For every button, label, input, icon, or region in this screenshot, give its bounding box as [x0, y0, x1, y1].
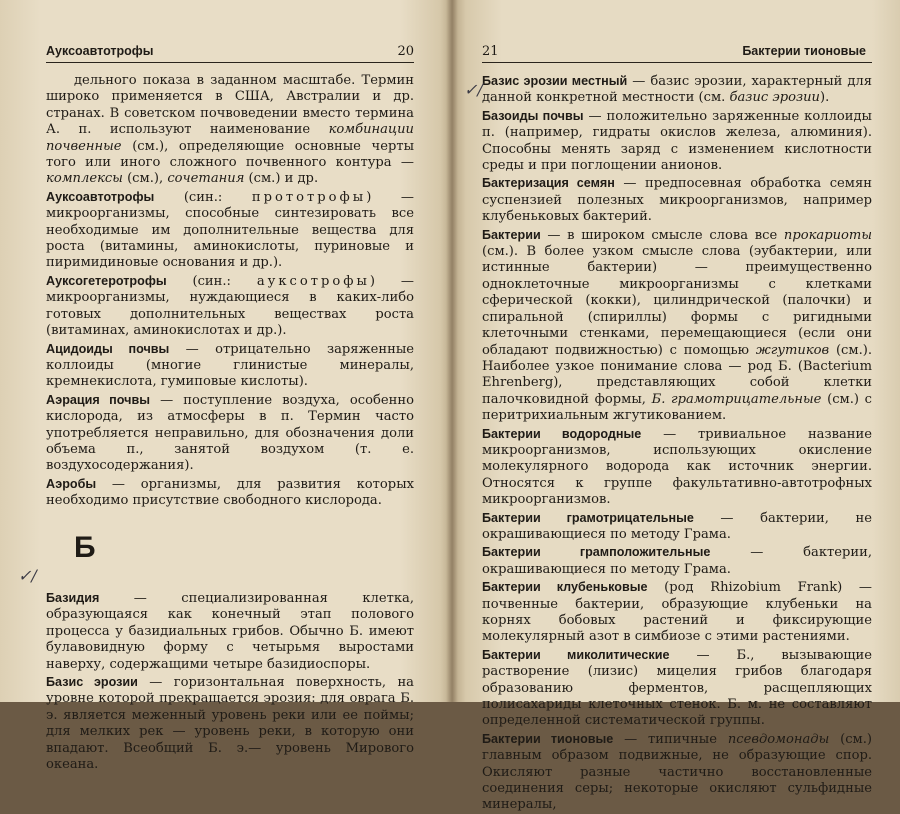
entry-term: Бактерии миколитические — [482, 647, 670, 662]
entry-term: Базоиды почвы — [482, 108, 584, 123]
entry-text: — поступление воздуха, особенно кислорода, из атмосферы в п. Термин часто употребляется неправильно, для обозначения доли объема п., занятой воздухом (т. е. воздухосодержания). — [46, 392, 414, 474]
entry-ital: прокариоты — [783, 227, 872, 243]
entry-term: Базидия — [46, 590, 100, 605]
right-head-title: Бактерии тионовые — [742, 44, 866, 58]
right-text — [482, 73, 872, 814]
continued-paragraph — [46, 73, 414, 188]
pencil-check-mark: ✓/ — [464, 80, 483, 99]
entry-aeratsiya — [46, 392, 414, 475]
entry-aeroby — [46, 476, 414, 510]
entry-term: Ацидоиды почвы — [46, 341, 170, 356]
section-letter: Б — [74, 530, 96, 564]
entry-bakterii — [482, 227, 872, 425]
entry-text: — положительно заряженные коллоиды п. (например, гидраты окислов железа, алюминия). Способны менять заряд с изменением кислотности среды и при поглощении анионов. — [482, 108, 872, 174]
pencil-check-mark: ✓/ — [18, 566, 37, 585]
entry-tail: (см.) с перитрихиальным жгутикованием. — [482, 391, 872, 424]
entry-text: ) — микроорганизмы, способные синтезировать все необходимые им дополнительные вещества для роста (витамины, аминокислоты, пуриновые и пиримидиновые основания и др.). — [46, 189, 414, 271]
cont-mid2: (см.), — [127, 171, 164, 187]
entry-synonym: прототрофы — [251, 189, 367, 205]
cont-text: дельного показа в заданном масштабе. Термин широко применяется в США, Австралии и др. странах. В советском почвоведении вместо термина А. п. используют наименование — [46, 73, 414, 138]
entry-text: — в широком смысле слова все — [547, 227, 778, 243]
entry-bakterii-vodorodnye — [482, 426, 872, 509]
entry-term: Базис эрозии местный — [482, 74, 628, 88]
cont-ital-2: комплексы — [46, 171, 123, 187]
entry-text: — бактерии, не окрашивающиеся по методу Грама. — [482, 510, 872, 542]
entry-ital: Б. грамотрицательные — [651, 391, 822, 407]
entry-term: Бактерии грамотрицательные — [482, 510, 694, 525]
entry-text: — тривиальное название микроорганизмов, использующих окисление молекулярного водорода как источник энергии. Относятся к группе факультативно-автотрофных микроорганизмов. — [482, 426, 872, 508]
entry-text: (род Rhizobium Frank) — почвенные бактерии, образующие клубеньки на корнях бобовых растений и фиксирующие молекулярный азот в симбиозе с этими растениями. — [482, 580, 872, 645]
entry-bakterii-grampolozhitelnye — [482, 544, 872, 578]
entry-synonym: ауксотрофы — [256, 273, 370, 289]
entry-term: Аэрация почвы — [46, 392, 150, 407]
entry-text: — типичные — [624, 731, 717, 747]
left-running-head — [46, 44, 414, 63]
entry-atsidoidy — [46, 341, 414, 391]
cont-end: (см.) и др. — [248, 171, 319, 187]
entry-ital: псевдомонады — [727, 731, 830, 747]
left-page-number: 20 — [397, 44, 414, 59]
entry-text: — организмы, для развития которых необходимо присутствие свободного кислорода. — [46, 476, 414, 509]
cont-ital-1: комбинации почвенные — [46, 122, 414, 154]
entry-tail: (см.). В более узком смысле слова (эубактерии, или истинные бактерии) — преимущественно одноклеточные микроорганизмы с клетками сферической (кокки), цилиндрической (палочки) и спиральной (спириллы) формы с ригидными клеточными стенками, перемещающиеся (если они обладают подвижностью) с помощью — [482, 244, 872, 358]
left-text — [46, 73, 414, 773]
entry-bazidiya — [46, 590, 414, 673]
entry-bazoidy — [482, 108, 872, 175]
entry-bakterii-tionovye — [482, 731, 872, 814]
entry-term: Бактерии — [482, 227, 541, 242]
entry-text: — специализированная клетка, образующаяся как конечный этап полового процесса у базидиальных грибов. Обычно Б. имеют булавовидную форму с четырьмя выростами наверху, содержащими четыре базидиоспоры. — [46, 590, 414, 672]
entry-term: Ауксоавтотрофы — [46, 189, 155, 204]
entry-bakterii-mikoliticheskie — [482, 647, 872, 730]
entry-text: — отрицательно заряженные коллоиды (многие глинистые минералы, кремнекислота, гумиповые кислоты). — [46, 341, 414, 390]
entry-term: Ауксогетеротрофы — [46, 273, 167, 288]
entry-term: Бактерии водородные — [482, 426, 642, 441]
entry-ital: базис эрозии — [729, 90, 820, 106]
book-gutter — [446, 0, 458, 702]
left-page — [0, 0, 452, 773]
entry-tail: (см.) главным образом подвижные, не образующие спор. Окисляют разные частично восстановленные соединения серы; некоторые окисляют сульфидные минералы, — [482, 731, 872, 813]
entry-bazis-erozii-mestnyi — [482, 73, 872, 107]
right-page-number: 21 — [482, 44, 499, 59]
entry-term: Базис эрозии — [46, 675, 138, 689]
left-head-title: Ауксоавтотрофы — [46, 44, 154, 58]
entry-term: Аэробы — [46, 476, 97, 491]
entry-term: Бактеризация семян — [482, 176, 615, 191]
entry-pre: (син.: — [192, 273, 231, 289]
entry-bakterii-klubenkovye — [482, 579, 872, 646]
entry-text: — предпосевная обработка семян суспензией полезных микроорганизмов, например клубеньковых бактерий. — [482, 176, 872, 225]
entry-pre: (син.: — [183, 189, 223, 205]
entry-term: Бактерии клубеньковые — [482, 580, 648, 595]
cont-ital-3: сочетания — [167, 171, 245, 187]
entry-bazis-erozii — [46, 674, 414, 773]
entry-auksoavtotrofy — [46, 189, 414, 272]
entry-text: — горизонтальная поверхность, на уровне которой прекращается эрозия: для оврага Б. э. является меженный уровень реки или ее поймы; для мелких рек — уровень реки, в которую они впадают. Всеобщий Б. э.— уровень Мирового океана. — [46, 675, 414, 773]
entry-text: — базис эрозии, характерный для данной конкретной местности (см. — [482, 74, 872, 106]
entry-term: Бактерии грамположительные — [482, 545, 711, 560]
entry-auksogeterotrofy — [46, 273, 414, 340]
entry-bakterizatsiya — [482, 175, 872, 225]
entry-ital: жгутиков — [755, 342, 830, 358]
entry-text: — Б., вызывающие растворение (лизис) мицелия грибов благодаря образованию ферментов, расщепляющих полисахариды клеточных стенок. Б. м. не составляют определенной систематической группы. — [482, 647, 873, 729]
right-page — [452, 0, 900, 813]
entry-text: — бактерии, окрашивающиеся по методу Грама. — [482, 545, 872, 577]
entry-tail: ). — [819, 90, 830, 106]
entry-text: ) — микроорганизмы, нуждающиеся в каких-либо готовых дополнительных веществах роста (витаминах, аминокислотах и др.). — [46, 273, 414, 339]
entry-tail: (см.). Наиболее узкое понимание слова — род Б. (Bacterium Ehrenberg), представляющих собой клетки палочковидной формы, — [482, 342, 872, 407]
cont-mid: (см.), определяющие основные черты того или иного сложного почвенного контура — — [46, 138, 414, 171]
entry-term: Бактерии тионовые — [482, 731, 614, 746]
right-running-head — [482, 44, 872, 63]
entry-bakterii-gramotritsatelnye — [482, 510, 872, 544]
